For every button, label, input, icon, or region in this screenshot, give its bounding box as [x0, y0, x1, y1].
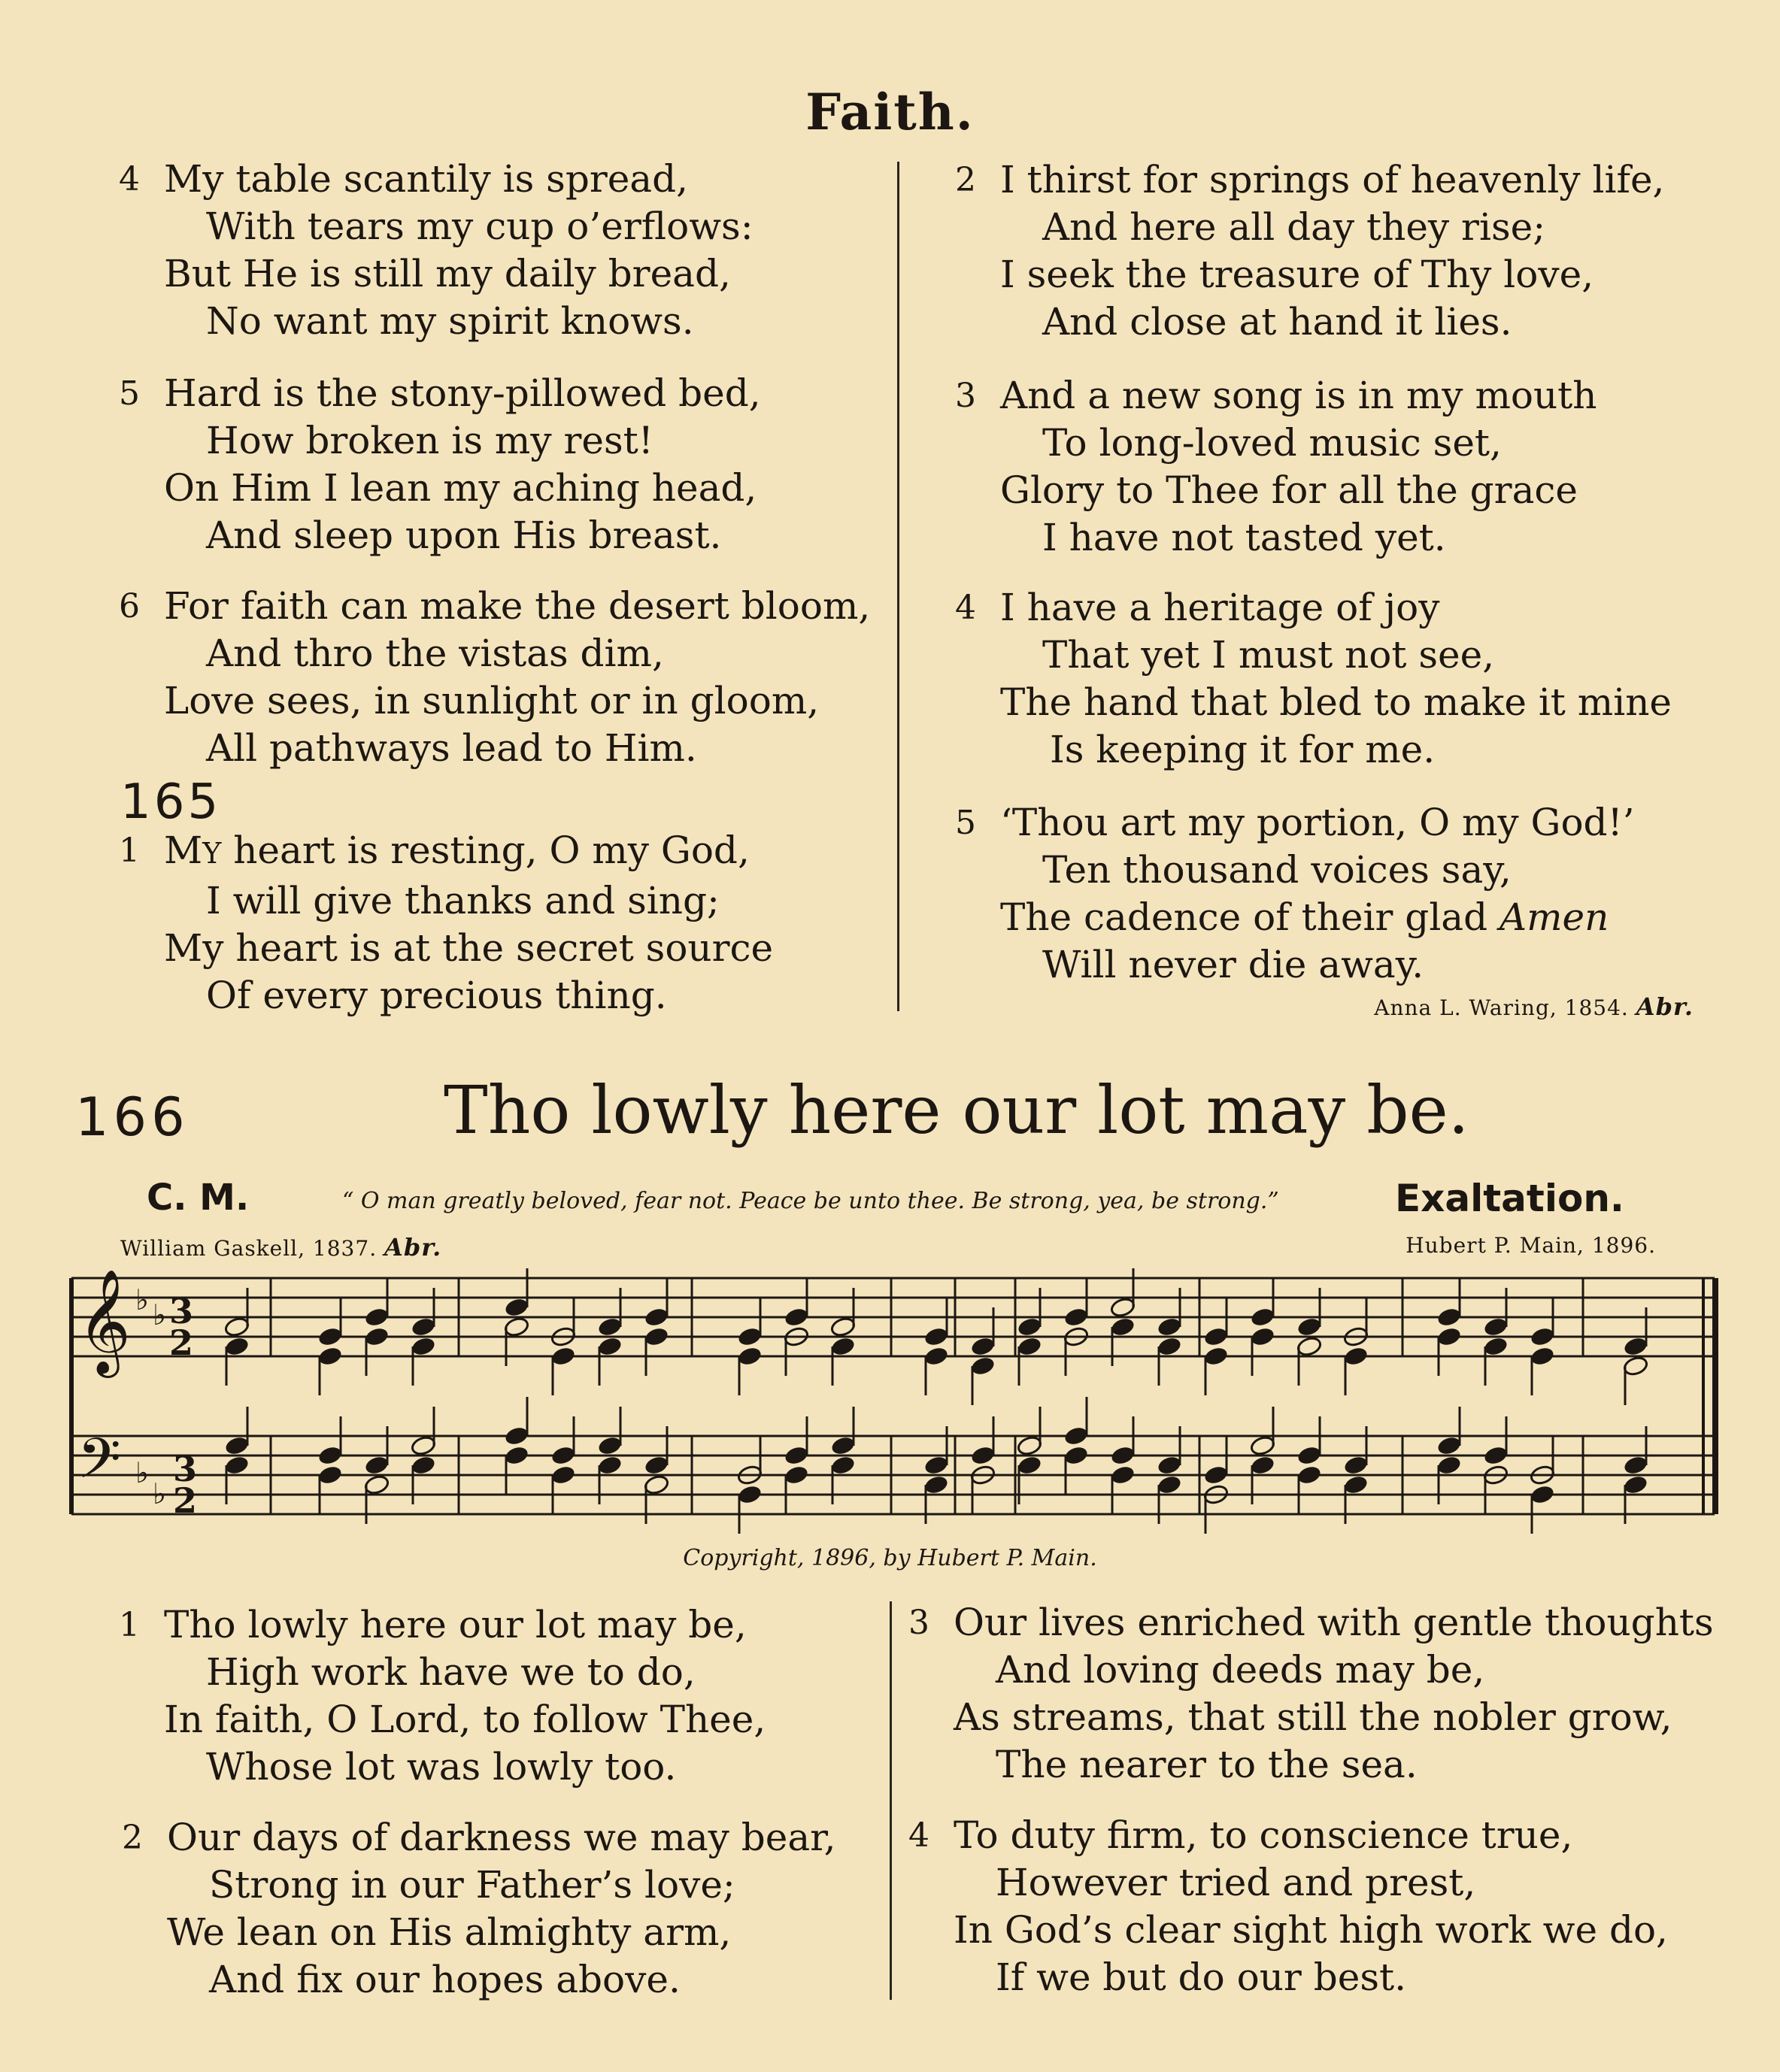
stanza-line: heart is resting, O my God, [221, 828, 750, 872]
stanza-number: 4 [119, 160, 140, 198]
note-head [317, 1325, 343, 1347]
note-head [643, 1306, 669, 1328]
note-head [923, 1474, 949, 1495]
bottom-column-divider [890, 1601, 892, 2000]
italic-word-amen: Amen [1500, 895, 1609, 939]
note-head [1296, 1444, 1322, 1466]
author-name: William Gaskell, 1837. [120, 1236, 378, 1261]
note-head [317, 1444, 343, 1466]
svg-text:𝄢: 𝄢 [77, 1426, 121, 1505]
note-head [783, 1464, 809, 1486]
note-head [1342, 1345, 1369, 1367]
left-stanza-6 [119, 583, 871, 772]
stanza-line: Our days of darkness we may bear, [167, 1816, 836, 1859]
note-head [550, 1444, 576, 1466]
note-head [410, 1434, 436, 1456]
stanza-number: 3 [908, 1604, 929, 1642]
stanza-line: And here all day they rise; [1042, 205, 1546, 249]
stanza-line: In faith, O Lord, to follow Thee, [164, 1698, 766, 1741]
note-head [1622, 1454, 1648, 1476]
stanza-line: Whose lot was lowly too. [206, 1745, 677, 1789]
note-head [829, 1454, 856, 1476]
note-head [736, 1325, 763, 1347]
note-head [1016, 1434, 1042, 1456]
abridged-note: Abr. [384, 1233, 442, 1262]
note-head [969, 1335, 996, 1357]
stanza-line: I seek the treasure of Thy love, [1000, 253, 1594, 296]
note-head [550, 1464, 576, 1486]
note-head [1249, 1434, 1275, 1456]
note-head [1436, 1434, 1462, 1456]
author-name: Anna L. Waring, 1854. [1374, 995, 1629, 1020]
stanza-line: And a new song is in my mouth [1000, 374, 1597, 417]
stanza-line: Hard is the stony-pillowed bed, [164, 371, 761, 415]
note-head [783, 1444, 809, 1466]
hymn166-stanza-1 [119, 1601, 766, 1791]
stanza-number: 2 [122, 1819, 143, 1857]
music-attribution: Hubert P. Main, 1896. [1406, 1233, 1656, 1258]
note-head [363, 1454, 390, 1476]
note-head [596, 1335, 623, 1357]
stanza-line: Tho lowly here our lot may be, [164, 1603, 747, 1646]
note-head [1436, 1306, 1462, 1328]
note-head [1202, 1345, 1229, 1367]
note-head [1109, 1296, 1136, 1318]
note-head [1482, 1444, 1509, 1466]
note-head [223, 1316, 250, 1337]
svg-text:𝄞: 𝄞 [77, 1269, 131, 1374]
attribution-waring [1374, 992, 1694, 1021]
note-head [829, 1434, 856, 1456]
note-head [1622, 1335, 1648, 1357]
svg-text:2: 2 [173, 1480, 198, 1521]
scripture-text: “ O man greatly beloved, fear not. Peace be unto thee. Be strong, yea, be strong.” [342, 1188, 1279, 1214]
note-head [1296, 1464, 1322, 1486]
top-column-divider [897, 162, 899, 1011]
right-stanza-5 [955, 799, 1635, 989]
note-head [1063, 1444, 1089, 1466]
right-stanza-3 [955, 372, 1597, 562]
note-head [829, 1335, 856, 1357]
stanza-number: 5 [955, 804, 976, 842]
hymn-number-165: 165 [120, 774, 222, 830]
stanza-line: However tried and prest, [996, 1861, 1476, 1904]
note-head [1109, 1444, 1136, 1466]
stanza-line: Glory to Thee for all the grace [1000, 468, 1578, 512]
hymn166-stanza-4 [908, 1812, 1668, 2001]
stanza-line: To long-loved music set, [1042, 421, 1502, 465]
note-head [969, 1444, 996, 1466]
note-head [1296, 1316, 1322, 1337]
stanza-line: In God’s clear sight high work we do, [954, 1908, 1668, 1952]
stanza-line: And loving deeds may be, [996, 1648, 1485, 1692]
stanza-number: 1 [119, 1606, 140, 1644]
stanza-line: To duty firm, to conscience true, [954, 1813, 1573, 1857]
stanza-line: Strong in our Father’s love; [209, 1863, 735, 1907]
note-head [1622, 1355, 1648, 1377]
stanza-line: For faith can make the desert bloom, [164, 584, 871, 628]
copyright-notice: Copyright, 1896, by Hubert P. Main. [683, 1545, 1097, 1571]
note-head [1342, 1454, 1369, 1476]
words-attribution [120, 1233, 441, 1262]
stanza-line: The cadence of their glad [1000, 895, 1500, 939]
note-head [503, 1316, 529, 1337]
hymn166-stanza-2 [122, 1814, 836, 2004]
note-head [503, 1296, 529, 1318]
stanza-line: Ten thousand voices say, [1042, 848, 1512, 892]
stanza-line: The hand that bled to make it mine [1000, 680, 1672, 724]
right-stanza-2 [955, 156, 1665, 346]
svg-text:3: 3 [173, 1449, 198, 1489]
stanza-line: I will give thanks and sing; [206, 879, 720, 922]
note-head [223, 1434, 250, 1456]
meter: C. M. [147, 1177, 250, 1219]
hymn-title: Tho lowly here our lot may be. [444, 1071, 1469, 1149]
hymn-number-166: 166 [75, 1086, 190, 1148]
stanza-line: How broken is my rest! [206, 419, 653, 462]
note-head [923, 1345, 949, 1367]
note-head [923, 1454, 949, 1476]
note-head [1529, 1345, 1555, 1367]
stanza-line: And sleep upon His breast. [206, 513, 722, 557]
note-head [1156, 1316, 1182, 1337]
note-head [643, 1454, 669, 1476]
stanza-line: And fix our hopes above. [209, 1958, 681, 2001]
stanza-number: 2 [955, 161, 976, 199]
note-head [829, 1316, 856, 1337]
first-word-small-caps: Y [202, 837, 222, 870]
stanza-line: The nearer to the sea. [996, 1743, 1418, 1786]
stanza-line: Of every precious thing. [206, 974, 667, 1017]
note-head [1016, 1316, 1042, 1337]
stanza-line: My table scantily is spread, [164, 157, 689, 201]
note-head [1529, 1325, 1555, 1347]
note-head [1156, 1474, 1182, 1495]
stanza-line: I have a heritage of joy [1000, 586, 1440, 629]
svg-text:♭: ♭ [153, 1477, 166, 1510]
note-head [223, 1335, 250, 1357]
note-head [1529, 1483, 1555, 1505]
stanza-line: On Him I lean my aching head, [164, 466, 757, 510]
note-head [1016, 1335, 1042, 1357]
stanza-line: All pathways lead to Him. [206, 726, 697, 770]
note-head [363, 1306, 390, 1328]
note-head [1249, 1325, 1275, 1347]
left-stanza-5 [119, 370, 761, 559]
note-head [223, 1454, 250, 1476]
note-head [1622, 1474, 1648, 1495]
stanza-line: That yet I must not see, [1042, 633, 1495, 677]
right-stanza-4 [955, 584, 1672, 774]
note-head [1063, 1306, 1089, 1328]
note-head [1296, 1335, 1322, 1357]
stanza-line: ‘Thou art my portion, O my God!’ [1000, 801, 1635, 844]
note-head [410, 1454, 436, 1476]
note-head [969, 1355, 996, 1377]
stanza-line: If we but do our best. [996, 1955, 1406, 1999]
note-head [1202, 1464, 1229, 1486]
note-head [550, 1345, 576, 1367]
stanza-line: Our lives enriched with gentle thoughts [954, 1601, 1714, 1644]
tune-name: Exaltation. [1395, 1177, 1624, 1220]
stanza-line: Will never die away. [1042, 943, 1424, 986]
svg-text:♭: ♭ [135, 1456, 149, 1489]
first-word-lead: M [164, 828, 203, 872]
note-head [1249, 1306, 1275, 1328]
note-head [503, 1425, 529, 1446]
note-head [1016, 1454, 1042, 1476]
stanza-line: High work have we to do, [206, 1650, 696, 1694]
note-head [410, 1335, 436, 1357]
note-head [596, 1316, 623, 1337]
stanza-number: 5 [119, 374, 140, 413]
stanza-line: We lean on His almighty arm, [167, 1910, 732, 1954]
svg-text:♭: ♭ [153, 1298, 166, 1331]
note-head [783, 1306, 809, 1328]
note-head [1482, 1335, 1509, 1357]
note-head [410, 1316, 436, 1337]
note-head [736, 1345, 763, 1367]
note-head [1156, 1454, 1182, 1476]
page-heading: Faith. [805, 83, 975, 141]
stanza-line: No want my spirit knows. [206, 299, 694, 343]
stanza-line: Is keeping it for me. [1050, 728, 1436, 771]
note-head [643, 1474, 669, 1495]
note-head [1436, 1454, 1462, 1476]
abridged-note: Abr. [1636, 992, 1694, 1021]
note-head [1482, 1316, 1509, 1337]
stanza-line: And close at hand it lies. [1042, 300, 1512, 344]
stanza-line: But He is still my daily bread, [164, 252, 731, 295]
svg-text:3: 3 [169, 1291, 194, 1331]
note-head [1109, 1464, 1136, 1486]
stanza-number: 4 [955, 589, 976, 627]
note-head [596, 1434, 623, 1456]
note-head [503, 1444, 529, 1466]
note-head [1249, 1454, 1275, 1476]
stanza-line: And thro the vistas dim, [206, 632, 664, 675]
note-head [1342, 1474, 1369, 1495]
note-head [923, 1325, 949, 1347]
hymn166-stanza-3 [908, 1599, 1714, 1789]
music-score [64, 1263, 1726, 1564]
stanza-number: 1 [119, 832, 140, 870]
stanza-line: Love sees, in sunlight or in gloom, [164, 679, 820, 722]
note-head [596, 1454, 623, 1476]
left-stanza-4 [119, 156, 754, 345]
stanza-number: 6 [119, 587, 140, 626]
stanza-line: My heart is at the secret source [164, 926, 774, 970]
note-head [317, 1464, 343, 1486]
note-head [736, 1483, 763, 1505]
stanza-line: I thirst for springs of heavenly life, [1000, 158, 1665, 201]
stanza-number: 3 [955, 377, 976, 415]
note-head [1063, 1425, 1089, 1446]
stanza-line: With tears my cup o’erflows: [206, 204, 754, 248]
hymn165-stanza-1 [119, 827, 774, 1019]
note-head [1156, 1335, 1182, 1357]
note-head [363, 1474, 390, 1495]
stanza-line: I have not tasted yet. [1042, 516, 1446, 559]
note-head [1436, 1325, 1462, 1347]
stanza-line: As streams, that still the nobler grow, [954, 1695, 1672, 1739]
note-head [1109, 1316, 1136, 1337]
svg-text:2: 2 [169, 1322, 194, 1363]
stanza-number: 4 [908, 1816, 929, 1855]
note-head [1202, 1325, 1229, 1347]
note-head [643, 1325, 669, 1347]
note-head [363, 1325, 390, 1347]
svg-text:♭: ♭ [135, 1283, 149, 1316]
music-notation-icon [64, 1263, 1726, 1564]
note-head [317, 1345, 343, 1367]
